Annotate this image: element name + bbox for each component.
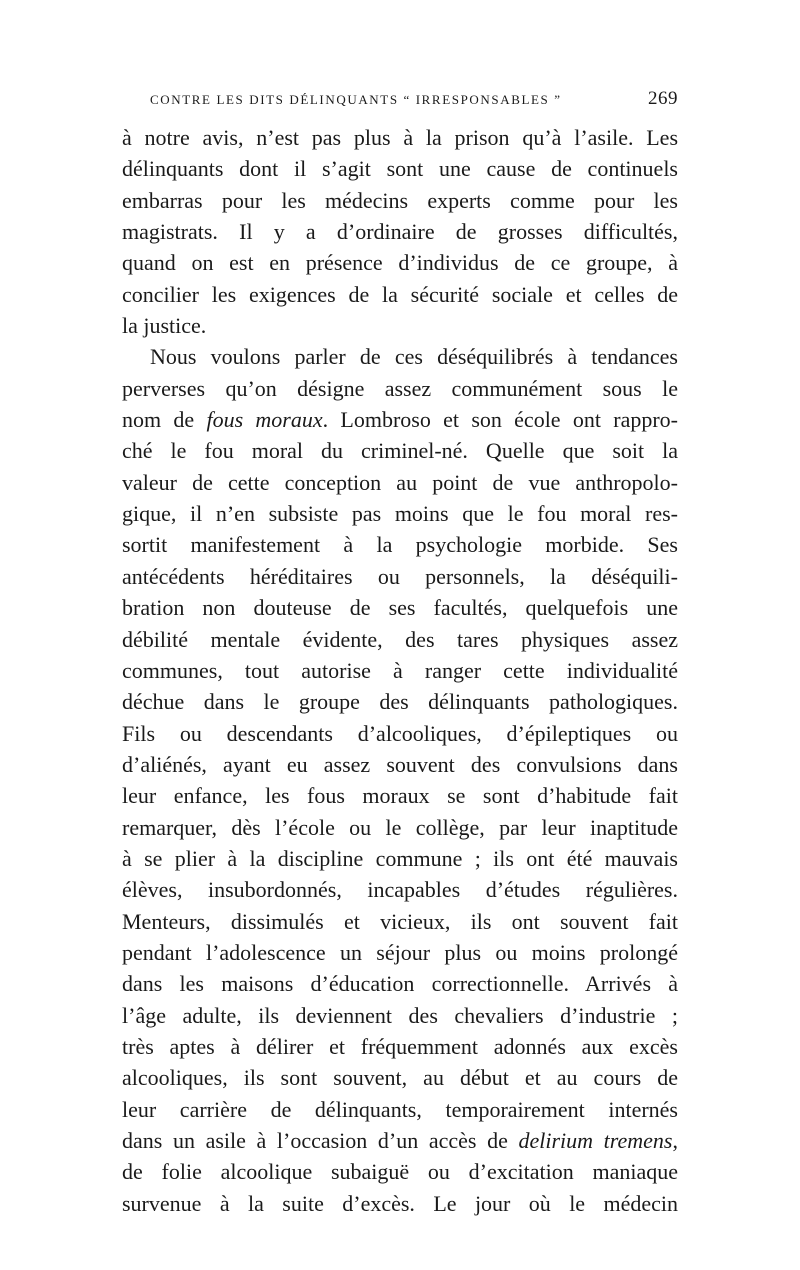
text-line: communes, tout autorise à ranger cette individualité <box>122 657 678 683</box>
text-line: de folie alcoolique subaiguë ou d’excitation maniaque <box>122 1159 678 1185</box>
text-line: survenue à la suite d’excès. Le jour où le médecin <box>122 1190 678 1216</box>
text-line <box>122 404 678 435</box>
text-line: bration non douteuse de ses facultés, quelquefois une <box>122 595 678 621</box>
text-line <box>122 1125 678 1156</box>
text-line: l’âge adulte, ils deviennent des chevaliers d’industrie ; <box>122 1002 678 1028</box>
text-line: concilier les exigences de la sécurité sociale et celles de <box>122 281 678 307</box>
text-line: remarquer, dès l’école ou le collège, par leur inaptitude <box>122 814 678 840</box>
text-line: quand on est en présence d’individus de ce groupe, à <box>122 250 678 276</box>
text-line: pendant l’adolescence un séjour plus ou moins prolongé <box>122 939 678 965</box>
text-line: à notre avis, n’est pas plus à la prison qu’à l’asile. Les <box>122 125 678 150</box>
text-segment: . Lombroso et son école ont rappro- <box>322 407 678 433</box>
text-segment: , <box>672 1128 678 1153</box>
text-line: Fils ou descendants d’alcooliques, d’épileptiques ou <box>122 720 678 746</box>
text-line: valeur de cette conception au point de vue anthropolo- <box>122 469 678 495</box>
italic-term: fous moraux <box>206 407 323 433</box>
text-line: à se plier à la discipline commune ; ils ont été mauvais <box>122 845 678 871</box>
text-line: élèves, insubordonnés, incapables d’études régulières. <box>122 877 678 903</box>
text-line: très aptes à délirer et fréquemment adonnés aux excès <box>122 1033 678 1059</box>
italic-term: delirium tremens <box>518 1128 673 1153</box>
book-page <box>122 88 678 1219</box>
text-segment: dans un asile à l’occasion d’un accès de <box>122 1128 519 1153</box>
text-line: magistrats. Il y a d’ordinaire de grosses difficultés, <box>122 219 678 245</box>
page-number: 269 <box>648 88 678 109</box>
text-line: ché le fou moral du criminel-né. Quelle que soit la <box>122 438 678 464</box>
running-title: CONTRE LES DITS DÉLINQUANTS “ IRRESPONSABLES ” <box>150 92 562 107</box>
text-line: la justice. <box>122 313 207 339</box>
text-line: embarras pour les médecins experts comme pour les <box>122 187 678 213</box>
text-line: d’aliénés, ayant eu assez souvent des convulsions dans <box>122 751 678 777</box>
text-line: leur enfance, les fous moraux se sont d’habitude fait <box>122 783 678 809</box>
text-line: alcooliques, ils sont souvent, au début et au cours de <box>122 1065 678 1091</box>
text-line: gique, il n’en subsiste pas moins que le fou moral res- <box>122 501 678 527</box>
body-text <box>122 122 678 1219</box>
text-line: débilité mentale évidente, des tares physiques assez <box>122 626 678 652</box>
text-line: dans les maisons d’éducation correctionnelle. Arrivés à <box>122 971 678 997</box>
text-line: Nous voulons parler de ces déséquilibrés à tendances <box>150 344 678 370</box>
text-line: antécédents héréditaires ou personnels, la déséquili- <box>122 563 678 589</box>
running-head <box>122 88 678 118</box>
text-line: déchue dans le groupe des délinquants pathologiques. <box>122 689 678 715</box>
text-segment: nom de <box>122 407 207 433</box>
text-line: perverses qu’on désigne assez communément sous le <box>122 375 678 401</box>
text-line: leur carrière de délinquants, temporairement internés <box>122 1096 678 1122</box>
text-line: délinquants dont il s’agit sont une cause de continuels <box>122 156 678 182</box>
text-line: Menteurs, dissimulés et vicieux, ils ont souvent fait <box>122 908 678 934</box>
text-line: sortit manifestement à la psychologie morbide. Ses <box>122 532 678 558</box>
